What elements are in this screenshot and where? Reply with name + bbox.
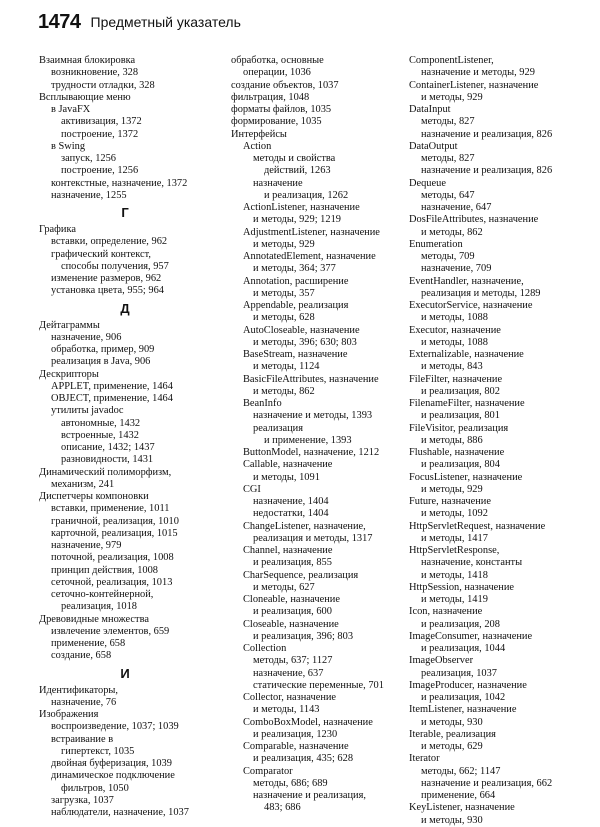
index-entry: Взаимная блокировка (39, 55, 136, 66)
index-subentry: OBJECT, применение, 1464 (51, 393, 173, 404)
index-subentry: Channel, назначение (243, 545, 333, 556)
index-subentry: и методы, 629 (421, 741, 483, 752)
index-subentry: и методы, 929 (421, 91, 483, 103)
index-subentry: принцип действия, 1008 (51, 564, 158, 576)
index-subentry: назначение, 906 (51, 331, 122, 343)
index-subentry: и методы, 1143 (253, 704, 320, 716)
index-subentry: построение, 1372 (61, 128, 139, 140)
index-subentry: реализация и методы, 1289 (421, 287, 541, 299)
index-subentry: назначение и методы, 1393 (253, 410, 373, 422)
index-entry: EventHandler, назначение, (409, 275, 524, 287)
index-subentry: методы, 662; 1147 (421, 765, 501, 777)
index-subentry: и реализация, 396; 803 (253, 630, 354, 642)
index-subentry: двойная буферизация, 1039 (51, 758, 172, 769)
index-subentry: и методы, 1088 (421, 336, 488, 348)
index-subentry: Closeable, назначение (243, 618, 339, 630)
index-subentry: способы получения, 957 (61, 260, 169, 272)
index-entry: FileVisitor, реализация (409, 422, 509, 434)
index-subentry: в JavaFX (51, 104, 91, 115)
index-entry: ItemListener, назначение (409, 704, 517, 716)
index-subentry: и реализация, 804 (421, 459, 500, 471)
index-subentry: и методы, 930 (421, 814, 483, 826)
index-subentry: и методы, 1092 (421, 508, 488, 520)
index-subentry: и методы, 1124 (253, 361, 320, 373)
index-subentry: установка цвета, 955; 964 (51, 285, 164, 297)
index-subentry: утилиты javadoc (51, 405, 124, 417)
index-subentry: вставки, применение, 1011 (51, 503, 170, 515)
index-entry: обработка, основные (231, 55, 324, 66)
index-subentry: реализация в Java, 906 (51, 356, 151, 368)
index-entry: Iterable, реализация (409, 728, 496, 740)
index-entry: фильтрация, 1048 (231, 91, 310, 103)
index-subentry: фильтров, 1050 (61, 782, 129, 794)
index-column-3 (409, 55, 552, 827)
index-subentry: AdjustmentListener, назначение (243, 226, 380, 238)
index-subentry: назначение и реализация, (253, 790, 366, 801)
index-subentry: BaseStream, назначение (243, 349, 348, 360)
index-subentry: методы, 827 (421, 153, 475, 164)
index-subentry: 483; 686 (264, 802, 301, 814)
index-subentry: и методы, 1091 (253, 471, 320, 483)
index-entry: Динамический полиморфизм, (39, 466, 172, 478)
index-subentry: загрузка, 1037 (51, 794, 114, 806)
index-subentry: и реализация, 1044 (421, 643, 506, 654)
index-subentry: и методы, 364; 377 (253, 263, 336, 275)
index-subentry: и реализация, 801 (421, 410, 500, 422)
index-entry: ContainerListener, назначение (409, 79, 539, 91)
index-subentry: и методы, 930 (421, 716, 483, 728)
index-subentry: и методы, 1419 (421, 594, 488, 605)
index-subentry: и реализация, 855 (253, 557, 332, 569)
index-subentry: назначение, 979 (51, 540, 122, 551)
index-subentry: ActionListener, назначение (243, 202, 360, 213)
index-subentry: BeanInfo (243, 398, 282, 409)
index-subentry: реализация, 1037 (421, 667, 497, 679)
index-subentry: ComboBoxModel, назначение (243, 716, 373, 728)
index-entry: HttpServletResponse, (409, 545, 500, 556)
index-subentry: назначение и методы, 929 (421, 67, 535, 79)
index-entry: Enumeration (409, 238, 463, 250)
index-entry: создание объектов, 1037 (231, 79, 339, 91)
index-subentry: в Swing (51, 140, 86, 152)
index-entry: Дескрипторы (39, 368, 99, 380)
index-entry: KeyListener, назначение (409, 802, 515, 814)
index-subentry: назначение, 709 (421, 263, 492, 275)
index-entry: Iterator (409, 753, 440, 765)
index-subentry: и методы, 396; 630; 803 (253, 336, 357, 348)
index-subentry: CGI (243, 483, 261, 495)
index-subentry: действий, 1263 (264, 165, 331, 177)
index-subentry: Callable, назначение (243, 459, 333, 471)
index-subentry: и реализация, 208 (421, 618, 500, 630)
index-subentry: трудности отладки, 328 (51, 79, 155, 91)
index-subentry: встраивание в (51, 733, 114, 745)
index-subentry: активизация, 1372 (61, 116, 142, 128)
index-entry: FocusListener, назначение (409, 471, 523, 483)
index-entry: Интерфейсы (231, 128, 287, 140)
index-column-1 (39, 55, 211, 819)
index-subentry: и методы, 929 (421, 483, 483, 495)
section-letter: Г (121, 205, 129, 220)
index-subentry: граничной, реализация, 1010 (51, 515, 179, 527)
index-subentry: AnnotatedElement, назначение (243, 251, 376, 262)
index-subentry: недостатки, 1404 (253, 508, 329, 520)
index-subentry: гипертекст, 1035 (61, 745, 135, 757)
index-entry: Future, назначение (409, 496, 491, 507)
index-entry: Externalizable, назначение (409, 349, 524, 360)
index-subentry: BasicFileAttributes, назначение (243, 373, 379, 385)
index-subentry: методы и свойства (253, 153, 336, 164)
index-subentry: сеточно-контейнерной, (51, 589, 154, 600)
index-entry: FileFilter, назначение (409, 373, 503, 385)
index-subentry: поточной, реализация, 1008 (51, 552, 174, 564)
index-subentry: и методы, 886 (421, 434, 483, 446)
index-subentry: и реализация, 435; 628 (253, 753, 354, 765)
index-subentry: и методы, 628 (253, 312, 315, 324)
index-entry: ImageObserver (409, 655, 474, 667)
index-subentry: Annotation, расширение (243, 275, 349, 287)
index-subentry: и методы, 1088 (421, 312, 488, 324)
index-subentry: ChangeListener, назначение, (243, 520, 366, 532)
index-subentry: статические переменные, 701 (253, 679, 384, 691)
index-subentry: назначение, 1255 (51, 189, 127, 201)
index-subentry: сеточной, реализация, 1013 (51, 576, 173, 588)
index-subentry: и реализация, 600 (253, 606, 332, 618)
index-subentry: динамическое подключение (51, 770, 175, 782)
index-subentry: воспроизведение, 1037; 1039 (51, 721, 179, 733)
index-entry: Всплывающие меню (39, 91, 131, 103)
index-entry: Древовидные множества (39, 613, 149, 625)
index-entry: ImageProducer, назначение (409, 679, 527, 691)
index-entry: Icon, назначение (409, 606, 483, 618)
index-entry: Flushable, назначение (409, 447, 505, 458)
index-entry: Изображения (39, 709, 99, 720)
index-entry: Идентификаторы, (39, 684, 118, 696)
index-entry: форматы файлов, 1035 (231, 104, 332, 115)
index-subentry: изменение размеров, 962 (51, 273, 162, 284)
index-entry: ImageConsumer, назначение (409, 630, 533, 642)
running-title: Предметный указатель (90, 14, 241, 30)
index-subentry: описание, 1432; 1437 (61, 442, 155, 453)
index-subentry: назначение, 637 (253, 667, 324, 679)
index-subentry: и методы, 929; 1219 (253, 214, 341, 226)
index-subentry: реализация и методы, 1317 (253, 532, 373, 544)
index-subentry: и реализация, 1262 (264, 189, 349, 201)
index-subentry: и методы, 1417 (421, 532, 488, 544)
section-letter: Д (120, 300, 130, 316)
index-entry: Executor, назначение (409, 324, 501, 336)
index-subentry: и применение, 1393 (264, 434, 352, 446)
index-subentry: наблюдатели, назначение, 1037 (51, 807, 189, 818)
index-subentry: назначение и реализация, 826 (421, 165, 553, 177)
index-subentry: карточной, реализация, 1015 (51, 527, 178, 539)
index-subentry: встроенные, 1432 (61, 429, 139, 441)
index-subentry: операции, 1036 (243, 67, 311, 79)
index-subentry: реализация, 1018 (61, 601, 137, 613)
index-subentry: и методы, 862 (253, 385, 315, 397)
index-entry: DataInput (409, 104, 451, 115)
index-entry: Графика (39, 224, 76, 235)
index-subentry: вставки, определение, 962 (51, 236, 168, 248)
index-entry: Диспетчеры компоновки (39, 491, 149, 502)
index-subentry: контекстные, назначение, 1372 (51, 177, 188, 189)
index-subentry: Comparator (243, 765, 293, 777)
index-subentry: извлечение элементов, 659 (51, 625, 170, 637)
index-subentry: CharSequence, реализация (243, 569, 359, 581)
index-entry: DataOutput (409, 140, 458, 152)
index-subentry: создание, 658 (51, 650, 112, 662)
index-entry: Дейтаграммы (39, 319, 100, 331)
index-entry: HttpSession, назначение (409, 581, 515, 593)
index-entry: Dequeue (409, 177, 446, 189)
index-entry: ExecutorService, назначение (409, 300, 533, 311)
index-subentry: автономные, 1432 (61, 417, 141, 429)
index-subentry: механизм, 241 (51, 478, 115, 490)
index-subentry: методы, 647 (421, 189, 475, 201)
index-subentry: разновидности, 1431 (61, 454, 154, 466)
index-subentry: и методы, 862 (421, 226, 483, 238)
index-subentry: и методы, 843 (421, 361, 483, 373)
index-subentry: Appendable, реализация (243, 300, 349, 311)
index-subentry: назначение, константы (421, 557, 523, 569)
index-subentry: назначение и реализация, 826 (421, 128, 553, 140)
index-subentry: назначение и реализация, 662 (421, 777, 553, 789)
index-subentry: методы, 709 (421, 251, 475, 262)
section-letter: И (120, 665, 130, 681)
index-subentry: реализация (253, 422, 304, 434)
index-subentry: назначение (253, 177, 303, 189)
index-subentry: запуск, 1256 (61, 153, 116, 164)
index-column-2 (231, 55, 384, 815)
index-subentry: Cloneable, назначение (243, 594, 340, 605)
index-subentry: методы, 637; 1127 (253, 655, 333, 667)
page-header (38, 7, 241, 37)
index-subentry: и методы, 929 (253, 238, 315, 250)
index-subentry: применение, 664 (421, 790, 496, 801)
index-subentry: применение, 658 (51, 638, 126, 649)
index-subentry: AutoCloseable, назначение (243, 324, 360, 336)
index-subentry: и реализация, 1230 (253, 728, 338, 740)
page-number: 1474 (38, 10, 81, 33)
index-subentry: методы, 686; 689 (253, 777, 328, 789)
index-entry: ComponentListener, (409, 55, 494, 66)
index-subentry: ButtonModel, назначение, 1212 (243, 447, 380, 458)
index-entry: FilenameFilter, назначение (409, 398, 525, 409)
index-subentry: методы, 827 (421, 116, 475, 128)
index-subentry: и реализация, 1042 (421, 692, 506, 703)
index-subentry: обработка, пример, 909 (51, 344, 155, 355)
index-subentry: Comparable, назначение (243, 741, 349, 752)
index-subentry: назначение, 647 (421, 202, 492, 213)
index-subentry: и реализация, 802 (421, 385, 500, 397)
index-subentry: Collection (243, 643, 287, 654)
index-subentry: Action (243, 140, 272, 152)
index-entry: HttpServletRequest, назначение (409, 520, 546, 532)
index-subentry: и методы, 627 (253, 581, 315, 593)
index-subentry: APPLET, применение, 1464 (51, 380, 173, 392)
index-subentry: и методы, 1418 (421, 569, 488, 581)
index-subentry: и методы, 357 (253, 287, 315, 299)
index-subentry: назначение, 1404 (253, 496, 329, 507)
index-subentry: графический контекст, (51, 248, 152, 260)
index-entry: формирование, 1035 (231, 116, 322, 128)
index-subentry: построение, 1256 (61, 165, 139, 177)
index-subentry: назначение, 76 (51, 696, 117, 708)
index-subentry: возникновение, 328 (51, 67, 139, 79)
index-entry: DosFileAttributes, назначение (409, 214, 539, 226)
index-subentry: Collector, назначение (243, 692, 337, 703)
